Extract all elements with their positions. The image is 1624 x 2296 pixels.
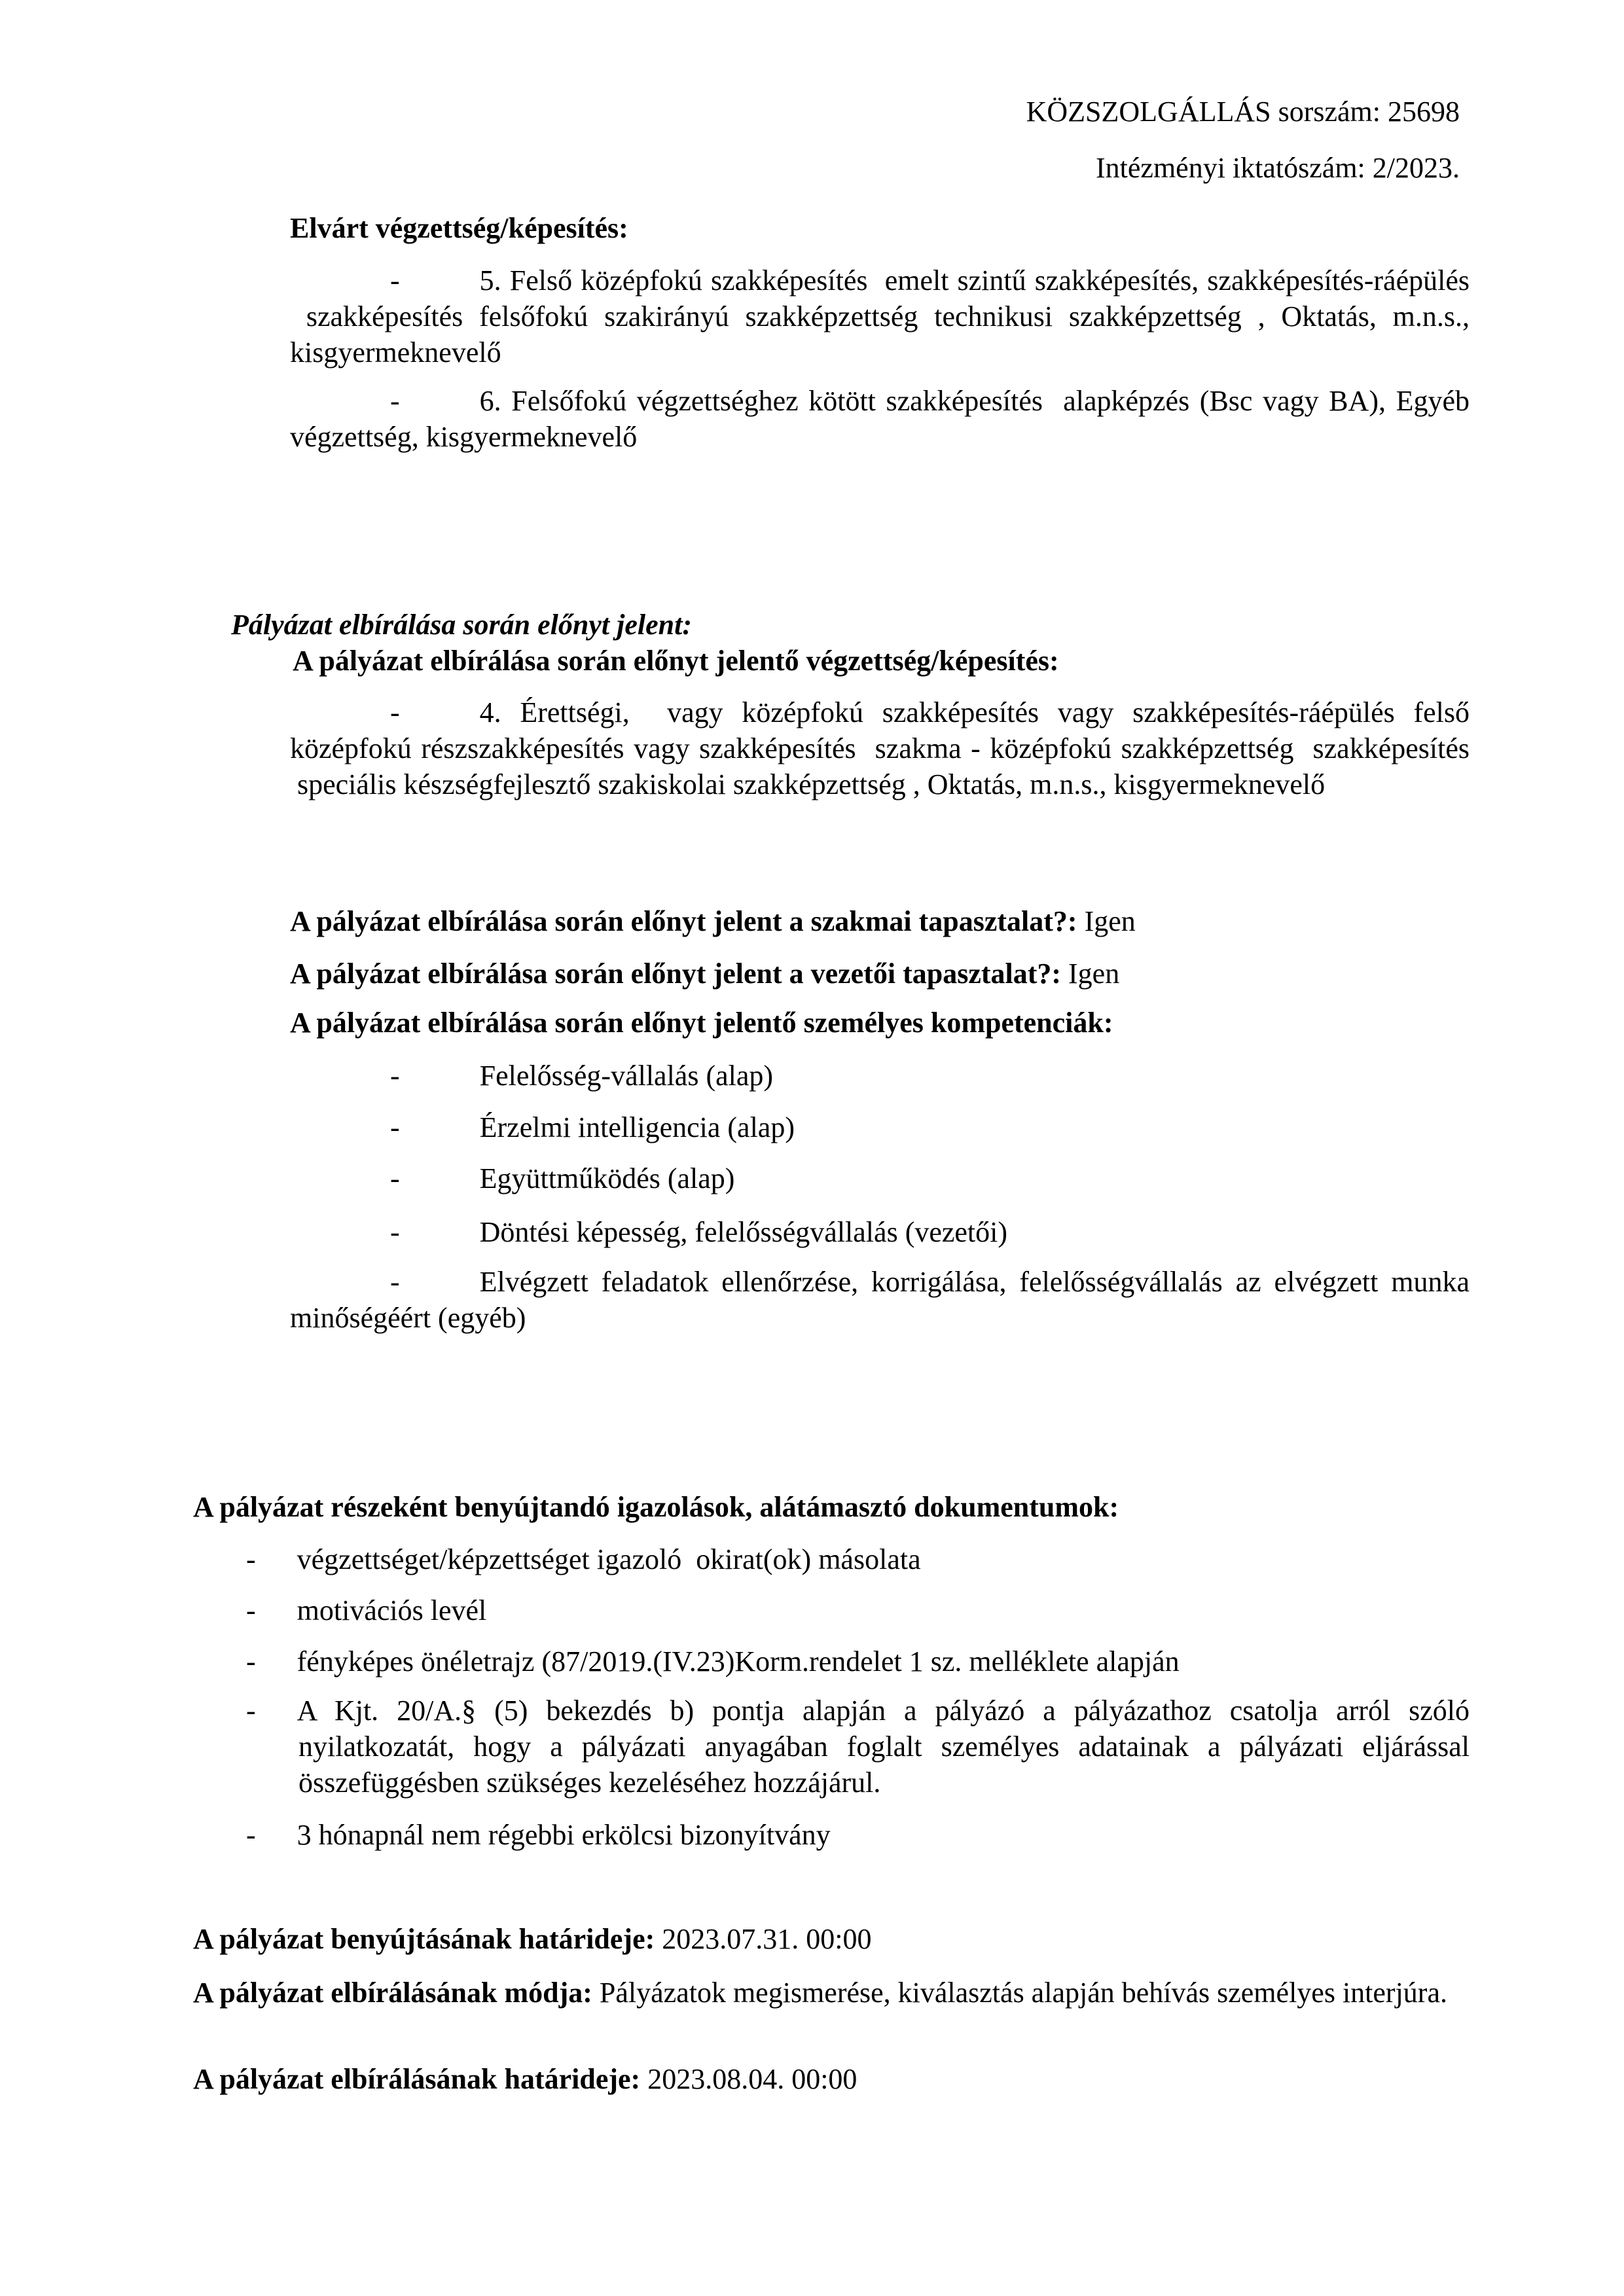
submission-deadline-value: 2023.07.31. 00:00 (662, 1923, 872, 1955)
bullet-dash: - (246, 1645, 256, 1677)
bullet-dash: - (390, 385, 400, 417)
bullet-dash: - (390, 1162, 400, 1194)
question-label: A pályázat elbírálása során előnyt jelent a szakmai tapasztalat?: (290, 905, 1085, 937)
document-item (193, 1541, 1470, 1577)
competency-item (290, 1109, 1470, 1145)
advantage-heading: Pályázat elbírálása során előnyt jelent: (231, 609, 692, 641)
bullet-dash: - (246, 1819, 256, 1851)
bullet-dash: - (246, 1543, 256, 1575)
competency-item-text: Érzelmi intelligencia (alap) (479, 1111, 795, 1143)
tab-spacer (400, 721, 480, 722)
competency-item-text: Elvégzett feladatok ellenőrzése, korrigálása, felelősségvállalás az elvégzett munka minőségéért (egyéb) (290, 1266, 1470, 1334)
question-professional-experience (290, 903, 1470, 939)
bullet-dash: - (246, 1695, 256, 1727)
question-answer: Igen (1084, 905, 1136, 937)
question-leadership-experience (290, 956, 1470, 992)
serial-number: KÖZSZOLGÁLLÁS sorszám: 25698 (1026, 96, 1460, 128)
submission-deadline-label: A pályázat benyújtásának határideje: (193, 1923, 662, 1955)
tab-spacer (256, 1670, 297, 1671)
tab-spacer (256, 1719, 297, 1720)
bullet-dash: - (246, 1594, 256, 1626)
bullet-dash: - (390, 1060, 400, 1092)
evaluation-method-value: Pályázatok megismerése, kiválasztás alapján behívás személyes interjúra. (599, 1977, 1447, 2009)
advantage-qualification-heading: A pályázat elbírálása során előnyt jelentő végzettség/képesítés: (293, 645, 1059, 677)
tab-spacer (400, 289, 480, 290)
evaluation-deadline-label: A pályázat elbírálásának határideje: (193, 2063, 648, 2095)
tab-spacer (256, 1619, 297, 1620)
document-item (193, 1643, 1470, 1679)
evaluation-deadline (193, 2061, 1470, 2097)
competency-item (290, 1160, 1470, 1196)
required-qualification-item (290, 262, 1470, 370)
bullet-dash: - (390, 1216, 400, 1248)
evaluation-deadline-value: 2023.08.04. 00:00 (647, 2063, 857, 2095)
bullet-dash: - (390, 1111, 400, 1143)
registry-number: Intézményi iktatószám: 2/2023. (1096, 152, 1460, 184)
question-label: A pályázat elbírálása során előnyt jelent a vezetői tapasztalat?: (290, 958, 1069, 990)
competency-item-text: Döntési képesség, felelősségvállalás (vezetői) (479, 1216, 1008, 1248)
competency-item (290, 1264, 1470, 1336)
bullet-dash: - (390, 264, 400, 296)
advantage-section (231, 607, 1470, 679)
document-item-text: 3 hónapnál nem régebbi erkölcsi bizonyítvány (297, 1819, 831, 1851)
document-item (193, 1592, 1470, 1628)
evaluation-method (193, 1975, 1470, 2011)
document-item (193, 1693, 1470, 1801)
required-qualifications-heading: Elvárt végzettség/képesítés: (290, 212, 628, 244)
tab-spacer (400, 1136, 480, 1137)
tab-spacer (256, 1568, 297, 1569)
question-answer: Igen (1068, 958, 1120, 990)
document-item-text: végzettséget/képzettséget igazoló okirat(ok) másolata (297, 1543, 921, 1575)
documents-heading: A pályázat részeként benyújtandó igazolások, alátámasztó dokumentumok: (193, 1491, 1119, 1523)
bullet-dash: - (390, 696, 400, 728)
competency-item-text: Együttműködés (alap) (479, 1162, 735, 1194)
advantage-qualification-item (290, 694, 1470, 802)
document-item-text: motivációs levél (297, 1594, 487, 1626)
evaluation-method-label: A pályázat elbírálásának módja: (193, 1977, 600, 2009)
required-qualification-item-text: 6. Felsőfokú végzettséghez kötött szakképesítés alapképzés (Bsc vagy BA), Egyéb végzettség, kisgyermeknevelő (290, 385, 1470, 453)
competency-item (290, 1214, 1470, 1250)
competency-item (290, 1058, 1470, 1094)
document-item-text: A Kjt. 20/A.§ (5) bekezdés b) pontja alapján a pályázó a pályázathoz csatolja arról szóló nyilatkozatát, hogy a pályázati anyagában foglalt személyes adatainak a pályázati eljárással összefüggésben szükséges kezeléséhez hozzájárul. (297, 1695, 1470, 1799)
bullet-dash: - (390, 1266, 400, 1298)
document-item (193, 1817, 1470, 1853)
tab-spacer (400, 1241, 480, 1242)
advantage-qualification-item-text: 4. Érettségi, vagy középfokú szakképesítés vagy szakképesítés-ráépülés felső középfokú részszakképesítés vagy szakképesítés szakma - középfokú szakképzettség szakképesítés speciális készségfejlesztő szakiskolai szakképzettség , Oktatás, m.n.s., kisgyermeknevelő (290, 696, 1470, 800)
tab-spacer (400, 1187, 480, 1188)
submission-deadline (193, 1921, 1470, 1957)
required-qualification-item-text: 5. Felső középfokú szakképesítés emelt szintű szakképesítés, szakképesítés-ráépülés szakképesítés felsőfokú szakirányú szakképzettség technikusi szakképzettség , Oktatás, m.n.s., kisgyermeknevelő (290, 264, 1470, 368)
document-item-text: fényképes önéletrajz (87/2019.(IV.23)Korm.rendelet 1 sz. melléklete alapján (297, 1645, 1180, 1677)
competencies-heading: A pályázat elbírálása során előnyt jelentő személyes kompetenciák: (290, 1007, 1113, 1039)
required-qualification-item (290, 383, 1470, 455)
doc-header (196, 94, 1460, 186)
competency-item-text: Felelősség-vállalás (alap) (479, 1060, 774, 1092)
